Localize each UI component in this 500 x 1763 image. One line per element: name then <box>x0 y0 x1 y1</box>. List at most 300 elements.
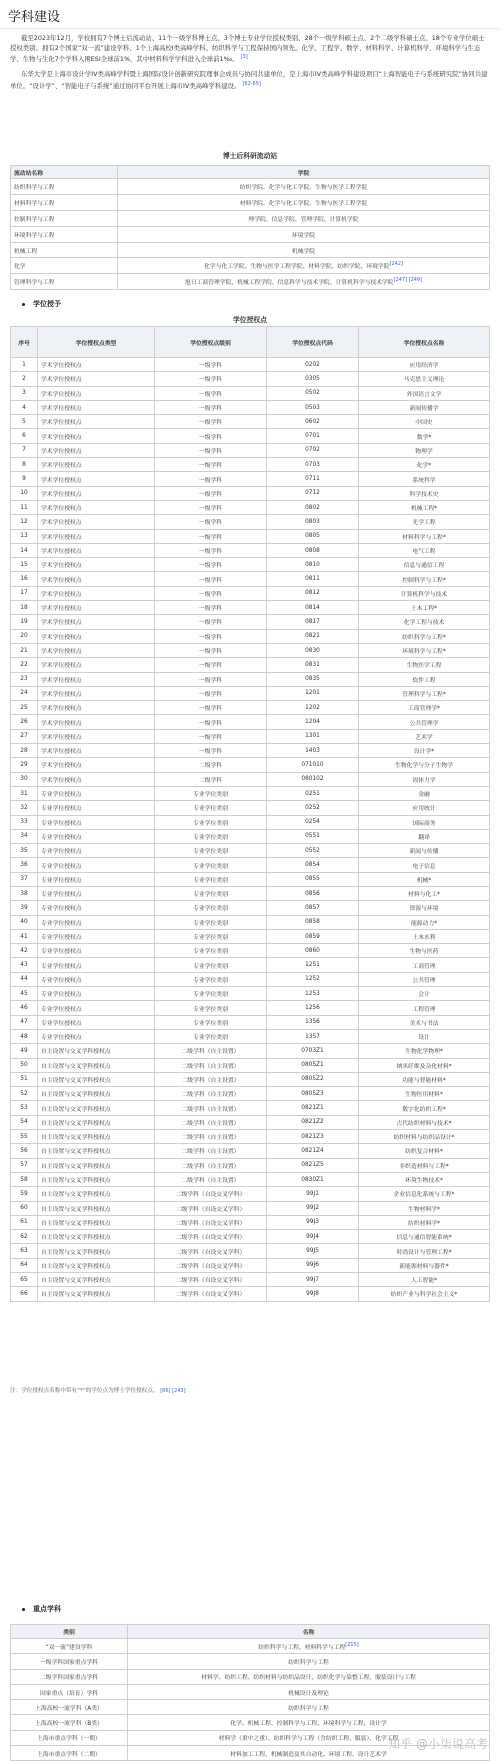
degree-type: 学术学位授权点 <box>38 372 155 386</box>
degree-level: 专业学位类别 <box>155 987 267 1001</box>
degree-code: 0552 <box>267 844 359 858</box>
table-row <box>11 372 490 386</box>
row-index: 25 <box>11 701 38 715</box>
key-category: 上海高校一流学科（B类） <box>11 1715 128 1730</box>
degree-code: 0701 <box>267 429 359 443</box>
degree-name: 环境科学与工程* <box>359 643 490 657</box>
degree-type: 专业学位授权点 <box>38 815 155 829</box>
degree-name: 纳米纤维及杂化材料* <box>359 1058 490 1072</box>
row-index: 36 <box>11 858 38 872</box>
table-row <box>11 829 490 843</box>
degree-name: 中国史 <box>359 415 490 429</box>
table-row <box>11 210 490 226</box>
degree-name: 新闻与传播 <box>359 844 490 858</box>
row-index: 56 <box>11 1144 38 1158</box>
degree-code: 0805Z2 <box>267 1072 359 1086</box>
article <box>0 0 500 91</box>
intro-paragraph <box>10 34 490 65</box>
key-name <box>128 1700 490 1715</box>
station-college <box>118 194 490 210</box>
col-header: 学位授权点类型 <box>38 327 155 358</box>
degree-code: 1256 <box>267 1001 359 1015</box>
degree-name: 软件工程 <box>359 672 490 686</box>
degree-name: 工程管理 <box>359 1001 490 1015</box>
degree-type: 自主设置与交叉学科授权点 <box>38 1172 155 1186</box>
degree-code: 0814 <box>267 601 359 615</box>
degree-code: 99J4 <box>267 1230 359 1244</box>
degree-code: 0805Z3 <box>267 1087 359 1101</box>
degree-level: 一级学科 <box>155 558 267 572</box>
degree-level: 一级学科 <box>155 586 267 600</box>
row-index: 35 <box>11 844 38 858</box>
table-row <box>11 194 490 210</box>
degree-level: 一级学科 <box>155 529 267 543</box>
table-row <box>11 1072 490 1086</box>
table-row <box>11 1201 490 1215</box>
table-row <box>11 1654 490 1669</box>
postdoc-caption: 博士后科研流动站 <box>222 152 278 160</box>
station-name: 材料科学与工程 <box>11 194 118 210</box>
collab-paragraph <box>10 70 490 91</box>
degree-name: 纺织科学与工程* <box>359 629 490 643</box>
row-index: 64 <box>11 1258 38 1272</box>
degree-type: 自主设置与交叉学科授权点 <box>38 1044 155 1058</box>
degree-code: 0821Z4 <box>267 1144 359 1158</box>
citation-link[interactable]: [62-65] <box>242 80 261 87</box>
degree-code: 1202 <box>267 701 359 715</box>
row-index: 1 <box>11 358 38 372</box>
station-name: 纺织科学与工程 <box>11 179 118 195</box>
degree-code: 0856 <box>267 886 359 900</box>
intro-text: 截至2023年12月，学校拥有7个博士后流动站、11个一级学科博士点、3个博士专业学位授权类别、28个一级学科硕士点、2个二级学科硕士点、18个专业学位硕士授权类别；拥有2个国家“双一流”建设学科、1个上海高校I类高峰学科。纺织科学与工程保持国内领先。化学、工程学、数学、材料科学、计算机科学、环境科学与生态学、生物与生化7个学科入围ESI全球前1%，其中材料科学学科进入全球前1‰。 <box>10 34 485 64</box>
degree-caption: 学位授权点 <box>233 316 267 324</box>
degree-code: 0551 <box>267 829 359 843</box>
degree-code: 1252 <box>267 972 359 986</box>
degree-name: 环境生物技术* <box>359 1172 490 1186</box>
table-row <box>11 543 490 557</box>
table-row <box>11 486 490 500</box>
citation-link[interactable]: [242] <box>389 261 403 268</box>
degree-level: 一级学科 <box>155 400 267 414</box>
degree-code: 0702 <box>267 443 359 457</box>
degree-level: 二级学科（自设交叉学科） <box>155 1287 267 1301</box>
degree-type: 学术学位授权点 <box>38 558 155 572</box>
table-row <box>11 1700 490 1715</box>
table-row <box>11 358 490 372</box>
degree-name: 美术与书法 <box>359 1015 490 1029</box>
row-index: 20 <box>11 629 38 643</box>
degree-type: 自主设置与交叉学科授权点 <box>38 1072 155 1086</box>
table-row <box>11 1029 490 1043</box>
degree-code: 99J8 <box>267 1287 359 1301</box>
table-row <box>11 1087 490 1101</box>
degree-type: 专业学位授权点 <box>38 929 155 943</box>
degree-type: 学术学位授权点 <box>38 500 155 514</box>
degree-level: 一级学科 <box>155 458 267 472</box>
degree-name: 科学技术史 <box>359 486 490 500</box>
college-text: 纺织学院、化学与化工学院、生物与医学工程学院 <box>239 184 368 191</box>
row-index: 61 <box>11 1215 38 1229</box>
degree-code: 0712 <box>267 486 359 500</box>
row-index: 23 <box>11 672 38 686</box>
degree-name: 艺术学 <box>359 729 490 743</box>
degree-code: 0810 <box>267 558 359 572</box>
degree-heading <box>22 299 61 309</box>
table-row <box>11 658 490 672</box>
row-index: 32 <box>11 801 38 815</box>
degree-level: 二级学科（自设交叉学科） <box>155 1187 267 1201</box>
degree-code: 0703 <box>267 458 359 472</box>
degree-name: 金融 <box>359 786 490 800</box>
station-college <box>118 179 490 195</box>
postdoc-table <box>10 165 490 290</box>
degree-code: 0821Z3 <box>267 1130 359 1144</box>
degree-type: 学术学位授权点 <box>38 658 155 672</box>
table-row <box>11 529 490 543</box>
degree-table <box>10 326 490 1302</box>
degree-type: 专业学位授权点 <box>38 901 155 915</box>
degree-type: 自主设置与交叉学科授权点 <box>38 1201 155 1215</box>
degree-type: 专业学位授权点 <box>38 886 155 900</box>
key-name <box>128 1639 490 1654</box>
table-row <box>11 1158 490 1172</box>
degree-name: 翻译 <box>359 829 490 843</box>
degree-name: 功能与智能材料* <box>359 1072 490 1086</box>
key-category: 一级学科国家重点学科 <box>11 1654 128 1669</box>
degree-type: 学术学位授权点 <box>38 643 155 657</box>
table-row <box>11 629 490 643</box>
degree-type: 专业学位授权点 <box>38 1001 155 1015</box>
degree-type: 专业学位授权点 <box>38 844 155 858</box>
row-index: 19 <box>11 615 38 629</box>
collab-text: 东华大学是上海市设计学IV类高峰学科暨上海国际设计创新研究院理事会成员与协同共建单位，是上海市IV类高峰学科建设项目“上海智能电子与系统研究院”协同共建单位。“设计学”、“智能电子与系统”通过协同平台开展上海市IV类高峰学科建设。 <box>10 69 488 90</box>
degree-type: 自主设置与交叉学科授权点 <box>38 1130 155 1144</box>
station-college <box>118 242 490 258</box>
degree-code: 0831 <box>267 658 359 672</box>
degree-level: 一级学科 <box>155 601 267 615</box>
table-row <box>11 1669 490 1684</box>
row-index: 13 <box>11 529 38 543</box>
degree-level: 二级学科（自设交叉学科） <box>155 1201 267 1215</box>
degree-name: 设计学* <box>359 744 490 758</box>
degree-code: 99J3 <box>267 1215 359 1229</box>
degree-name: 生物化学物理* <box>359 1044 490 1058</box>
table-row <box>11 558 490 572</box>
degree-name: 外国语言文学 <box>359 386 490 400</box>
col-header: 学位授权点代码 <box>267 327 359 358</box>
row-index: 31 <box>11 786 38 800</box>
table-row <box>11 901 490 915</box>
key-name-text: 材料学（重中之重）、纺织科学与工程（含纺织工程、服装）、化学工程 <box>218 1736 399 1743</box>
college-text: 机械学院 <box>291 248 316 255</box>
degree-name: 公共管理 <box>359 972 490 986</box>
degree-level: 专业学位类别 <box>155 915 267 929</box>
row-index: 43 <box>11 958 38 972</box>
degree-name: 应用统计 <box>359 801 490 815</box>
row-index: 38 <box>11 886 38 900</box>
degree-code: 0254 <box>267 815 359 829</box>
table-row <box>11 915 490 929</box>
degree-level: 二级学科（自设交叉学科） <box>155 1215 267 1229</box>
degree-level: 一级学科 <box>155 543 267 557</box>
row-index: 54 <box>11 1115 38 1129</box>
degree-level: 专业学位类别 <box>155 872 267 886</box>
citation-link[interactable]: [3] <box>240 54 248 61</box>
degree-type: 自主设置与交叉学科授权点 <box>38 1244 155 1258</box>
degree-name: 非织造材料与工程* <box>359 1158 490 1172</box>
row-index: 65 <box>11 1273 38 1287</box>
degree-name: 数学* <box>359 429 490 443</box>
degree-code: 1301 <box>267 729 359 743</box>
table-row <box>11 1172 490 1186</box>
table-row <box>11 458 490 472</box>
degree-level: 二级学科 <box>155 758 267 772</box>
degree-type: 学术学位授权点 <box>38 615 155 629</box>
key-name-text: 材料加工工程、机械制造及其自动化、环境工程、设计艺术学 <box>230 1751 387 1758</box>
degree-type: 学术学位授权点 <box>38 715 155 729</box>
table-row <box>11 872 490 886</box>
degree-level: 专业学位类别 <box>155 815 267 829</box>
key-category: 上海高校一流学科（A类） <box>11 1700 128 1715</box>
row-index: 30 <box>11 772 38 786</box>
degree-level: 一级学科 <box>155 515 267 529</box>
table-row <box>11 1244 490 1258</box>
degree-code: 0811 <box>267 572 359 586</box>
row-index: 62 <box>11 1230 38 1244</box>
degree-code: 080102 <box>267 772 359 786</box>
degree-level: 一级学科 <box>155 744 267 758</box>
table-row <box>11 179 490 195</box>
table-row <box>11 844 490 858</box>
citation-link[interactable]: [247] [249] <box>393 277 423 284</box>
table-row <box>11 500 490 514</box>
table-row <box>11 958 490 972</box>
table-row <box>11 643 490 657</box>
degree-type: 学术学位授权点 <box>38 772 155 786</box>
row-index: 11 <box>11 500 38 514</box>
degree-code: 0703Z1 <box>267 1044 359 1058</box>
col-header: 学位授权点名称 <box>359 327 490 358</box>
degree-name: 固体力学 <box>359 772 490 786</box>
degree-code: 1201 <box>267 686 359 700</box>
degree-name: 计算机科学与技术 <box>359 586 490 600</box>
degree-level: 二级学科（自主设置） <box>155 1072 267 1086</box>
key-name <box>128 1684 490 1699</box>
degree-name: 马克思主义理论 <box>359 372 490 386</box>
row-index: 14 <box>11 543 38 557</box>
degree-level: 专业学位类别 <box>155 901 267 915</box>
station-name: 环境科学与工程 <box>11 226 118 242</box>
row-index: 12 <box>11 515 38 529</box>
degree-name: 会计 <box>359 987 490 1001</box>
degree-level: 一级学科 <box>155 701 267 715</box>
row-index: 8 <box>11 458 38 472</box>
degree-name: 电子信息 <box>359 858 490 872</box>
table-row <box>11 1230 490 1244</box>
row-index: 4 <box>11 400 38 414</box>
row-index: 7 <box>11 443 38 457</box>
degree-code: 0857 <box>267 901 359 915</box>
key-name-text: 纺织科学与工程 <box>288 1705 329 1712</box>
row-index: 63 <box>11 1244 38 1258</box>
degree-name: 土木工程* <box>359 601 490 615</box>
table-row <box>11 242 490 258</box>
table-row <box>11 987 490 1001</box>
table-row <box>11 1287 490 1301</box>
station-college <box>118 226 490 242</box>
table-row <box>11 729 490 743</box>
table-row <box>11 515 490 529</box>
degree-level: 二级学科（自主设置） <box>155 1087 267 1101</box>
row-index: 48 <box>11 1029 38 1043</box>
degree-code: 0502 <box>267 386 359 400</box>
row-index: 58 <box>11 1172 38 1186</box>
degree-level: 二级学科（自主设置） <box>155 1058 267 1072</box>
degree-name: 光学工程 <box>359 515 490 529</box>
table-row <box>11 944 490 958</box>
row-index: 15 <box>11 558 38 572</box>
row-index: 59 <box>11 1187 38 1201</box>
table-row <box>11 972 490 986</box>
station-name: 机械工程 <box>11 242 118 258</box>
row-index: 39 <box>11 901 38 915</box>
degree-name: 机械工程* <box>359 500 490 514</box>
row-index: 3 <box>11 386 38 400</box>
key-category: 国家重点（培育）学科 <box>11 1684 128 1699</box>
degree-name: 数字化纺织工程* <box>359 1101 490 1115</box>
degree-code: 0821Z5 <box>267 1158 359 1172</box>
degree-name: 土木水利 <box>359 929 490 943</box>
degree-type: 学术学位授权点 <box>38 572 155 586</box>
degree-level: 一级学科 <box>155 643 267 657</box>
row-index: 41 <box>11 929 38 943</box>
row-index: 40 <box>11 915 38 929</box>
degree-type: 学术学位授权点 <box>38 443 155 457</box>
degree-type: 专业学位授权点 <box>38 858 155 872</box>
table-row <box>11 1258 490 1272</box>
col-header: 学位授权点级别 <box>155 327 267 358</box>
row-index: 28 <box>11 744 38 758</box>
degree-level: 专业学位类别 <box>155 1001 267 1015</box>
degree-code: 0812 <box>267 586 359 600</box>
degree-level: 一级学科 <box>155 386 267 400</box>
row-index: 27 <box>11 729 38 743</box>
degree-code: 1356 <box>267 1015 359 1029</box>
citation-link[interactable]: [215] <box>345 1641 359 1648</box>
degree-code: 1357 <box>267 1029 359 1043</box>
degree-level: 专业学位类别 <box>155 886 267 900</box>
table-row <box>11 415 490 429</box>
table-row <box>11 572 490 586</box>
college-text: 材料学院、化学与化工学院、生物与医学工程学院 <box>239 200 368 207</box>
degree-level: 一级学科 <box>155 486 267 500</box>
degree-code: 0711 <box>267 472 359 486</box>
degree-level: 一级学科 <box>155 358 267 372</box>
key-name <box>128 1715 490 1730</box>
citation-link[interactable]: [66] [243] <box>160 1388 186 1394</box>
degree-name: 物理学 <box>359 443 490 457</box>
degree-type: 学术学位授权点 <box>38 472 155 486</box>
degree-name: 生物化学与分子生物学 <box>359 758 490 772</box>
degree-name: 生物医学工程 <box>359 658 490 672</box>
degree-type: 专业学位授权点 <box>38 786 155 800</box>
table-row <box>11 400 490 414</box>
degree-name: 化学* <box>359 458 490 472</box>
degree-name: 信息与通信智能系统* <box>359 1230 490 1244</box>
degree-code: 99J5 <box>267 1244 359 1258</box>
station-college <box>118 258 490 274</box>
degree-level: 专业学位类别 <box>155 844 267 858</box>
degree-type: 学术学位授权点 <box>38 629 155 643</box>
degree-name: 新闻传播学 <box>359 400 490 414</box>
table-header-row <box>11 327 490 358</box>
degree-name: 电气工程 <box>359 543 490 557</box>
degree-type: 自主设置与交叉学科授权点 <box>38 1101 155 1115</box>
degree-type: 学术学位授权点 <box>38 729 155 743</box>
degree-level: 二级学科（自主设置） <box>155 1172 267 1186</box>
degree-code: 0305 <box>267 372 359 386</box>
row-index: 18 <box>11 601 38 615</box>
degree-level: 二级学科（自主设置） <box>155 1101 267 1115</box>
degree-level: 一级学科 <box>155 629 267 643</box>
degree-code: 0835 <box>267 672 359 686</box>
degree-type: 自主设置与交叉学科授权点 <box>38 1058 155 1072</box>
degree-type: 学术学位授权点 <box>38 586 155 600</box>
degree-code: 99J1 <box>267 1187 359 1201</box>
degree-code: 1253 <box>267 987 359 1001</box>
key-name-text: 纺织科学与工程 <box>288 1659 329 1666</box>
degree-code: 1251 <box>267 958 359 972</box>
table-row <box>11 701 490 715</box>
degree-level: 二级学科 <box>155 772 267 786</box>
degree-type: 自主设置与交叉学科授权点 <box>38 1115 155 1129</box>
degree-type: 学术学位授权点 <box>38 701 155 715</box>
degree-type: 学术学位授权点 <box>38 758 155 772</box>
degree-code: 1403 <box>267 744 359 758</box>
degree-name: 古代纺织材料与技术* <box>359 1115 490 1129</box>
table-row <box>11 1058 490 1072</box>
row-index: 42 <box>11 944 38 958</box>
key-name <box>128 1669 490 1684</box>
degree-name: 人工智能* <box>359 1273 490 1287</box>
row-index: 51 <box>11 1072 38 1086</box>
degree-name: 化学工程与技术 <box>359 615 490 629</box>
degree-code: 0821Z2 <box>267 1115 359 1129</box>
degree-code: 1204 <box>267 715 359 729</box>
table-row <box>11 1215 490 1229</box>
degree-name: 纺织产业与科学社会主义* <box>359 1287 490 1301</box>
row-index: 49 <box>11 1044 38 1058</box>
table-header-row <box>11 1625 490 1639</box>
degree-code: 071010 <box>267 758 359 772</box>
table-row <box>11 758 490 772</box>
degree-type: 自主设置与交叉学科授权点 <box>38 1144 155 1158</box>
degree-level: 专业学位类别 <box>155 944 267 958</box>
row-index: 10 <box>11 486 38 500</box>
table-row <box>11 1044 490 1058</box>
degree-name: 企业信息化系统与工程* <box>359 1187 490 1201</box>
degree-name: 机械* <box>359 872 490 886</box>
degree-type: 学术学位授权点 <box>38 358 155 372</box>
col-header: 学院 <box>118 166 490 179</box>
degree-code: 0802 <box>267 500 359 514</box>
degree-level: 二级学科（自主设置） <box>155 1044 267 1058</box>
degree-type: 学术学位授权点 <box>38 458 155 472</box>
table-row <box>11 615 490 629</box>
row-index: 57 <box>11 1158 38 1172</box>
degree-type: 学术学位授权点 <box>38 415 155 429</box>
key-name-text: 纺织科学与工程、材料科学与工程 <box>258 1644 346 1651</box>
